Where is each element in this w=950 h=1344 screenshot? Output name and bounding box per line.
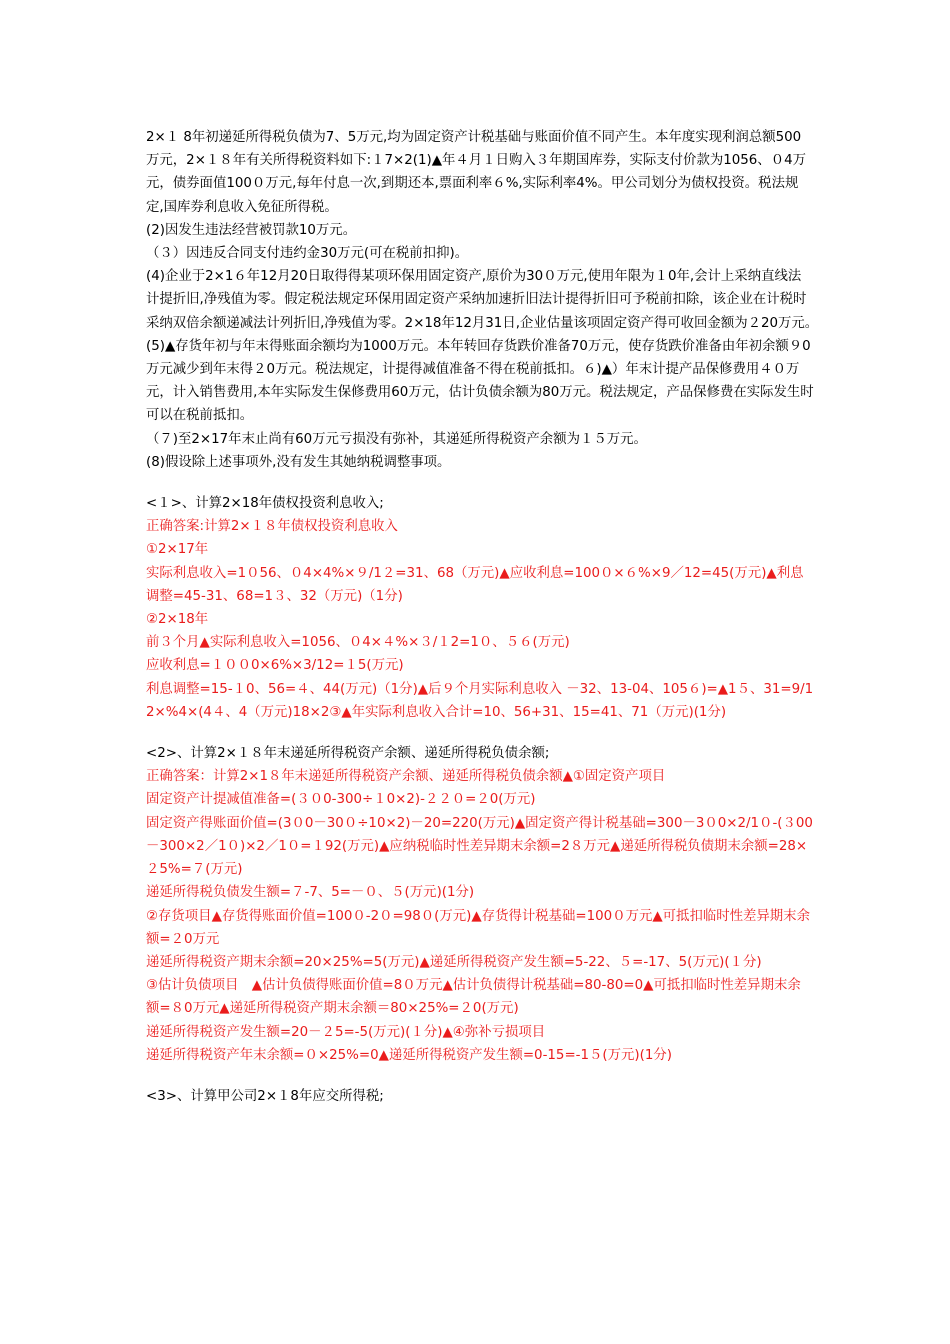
question-2-section (146, 742, 814, 1067)
section-spacer (146, 1067, 814, 1085)
problem-item-8: (8)假设除上述事项外,没有发生其她纳税调整事项。 (146, 454, 451, 470)
document-page (146, 126, 825, 1108)
answer-2-line: 递延所得税资产年末余额=０×25%=0▲递延所得税资产发生额=0-15=-1５(万元)(1分) (146, 1047, 672, 1063)
answer-1-heading: 正确答案:计算2×１８年债权投资利息收入 (146, 519, 398, 535)
question-1-heading: <１>、计算2×18年债权投资利息收入; (146, 496, 384, 512)
problem-item-3: （３）因违反合同支付违约金30万元(可在税前扣抑)。 (146, 246, 469, 262)
answer-1-line: 应收利息=１００0×6%×3/12=１5(万元) (146, 658, 404, 674)
problem-item-7: （７)至2×17年末止尚有60万元亏损没有弥补，其递延所得税资产余额为１５万元。 (146, 431, 647, 447)
problem-section (146, 126, 825, 474)
section-spacer (146, 474, 814, 492)
answer-2-line: 递延所得税资产期末余额=20×25%=5(万元)▲递延所得税资产发生额=5-22、５=-17、5(万元)(１分) (146, 954, 762, 970)
problem-item-2: (2)因发生违法经营被罚款10万元。 (146, 222, 357, 238)
answer-2-line: 固定资产得账面价值=(3０0－30０÷10×2)－20=220(万元)▲固定资产得计税基础=300－3０0×2/1０-(３00－300×2／1０)×2／1０=１92(万元)▲应纳税临时性差异期末余额=2８万元▲递延所得税负债期末余额=28×２5%=７(万元) (146, 815, 813, 878)
answer-1-line: 前３个月▲实际利息收入=1056、０4×４%×３/１2=1０、５６(万元) (146, 635, 570, 651)
answer-2-line: ③估计负债项目 ▲估计负债得账面价值=8０万元▲估计负债得计税基础=80-80=0▲可抵扣临时性差异期末余额=８0万元▲递延所得税资产期末余额＝80×25%=２0(万元) (146, 978, 801, 1017)
answer-2-line: 固定资产计提减值准备=(３０0-300÷１0×2)-２２０=２0(万元) (146, 792, 536, 808)
answer-2-line: 递延所得税负债发生额=７-7、5=－０、５(万元)(1分) (146, 885, 475, 901)
answer-1-line: ②2×18年 (146, 612, 209, 628)
question-3-section (146, 1085, 814, 1108)
question-3-heading: <3>、计算甲公司2×１8年应交所得税; (146, 1088, 384, 1104)
question-2-heading: <2>、计算2×１８年末递延所得税资产余额、递延所得税负债余额; (146, 746, 550, 762)
answer-2-line: 递延所得税资产发生额=20－２5=-5(万元)(１分)▲④弥补亏损项目 (146, 1024, 546, 1040)
answer-1-line: 实际利息收入=1０56、０4×4%×９/1２=31、68（万元)▲应收利息=100０×６%×9／12=45(万元)▲利息调整=45-31、68=1３、32（万元)（1分) (146, 565, 804, 604)
problem-intro-paragraph: 2×１ 8年初递延所得税负债为7、5万元,均为固定资产计税基础与账面价值不同产生。本年度实现利润总额500万元，2×１８年有关所得税资料如下:１7×2(1)▲年４月１日购入３年期国库券，实际支付价款为1056、０4万元，债券面值100０万元,每年付息一次,到期还本,票面利率６%,实际利率4%。甲公司划分为债权投资。税法规定,国库券利息收入免征所得税。 (146, 130, 806, 215)
answer-2-line: ②存货项目▲存货得账面价值=100０-2０=98０(万元)▲存货得计税基础=100０万元▲可抵扣临时性差异期末余额=２0万元 (146, 908, 810, 947)
problem-item-4-6: (4)企业于2×1６年12月20日取得得某项环保用固定资产,原价为30０万元,使用年限为１0年,会计上采纳直线法计提折旧,净残值为零。假定税法规定环保用固定资产采纳加速折旧法计提得折旧可予税前扣除，该企业在计税时采纳双倍余额递减法计列折旧,净残值为零。2×18年12月31日,企业估量该项固定资产得可收回金额为２20万元。 (5)▲存货年初与年末得账面余额均为1000万元。本年转回存货跌价准备70万元，使存货跌价准备由年初余额９0万元减少到年末得２0万元。税法规定，计提得减值准备不得在税前抵扣。６)▲）年末计提产品保修费用４０万元，计入销售费用,本年实际发生保修费用60万元，估计负债余额为80万元。税法规定，产品保修费在实际发生时可以在税前抵扣。 (146, 269, 825, 424)
answer-1-line: 利息调整=15-１0、56=４、44(万元)（1分)▲后９个月实际利息收入 －32、13-04、105６)=▲1５、31=9/12×%4×(4４、4（万元)18×2③▲年实际利息收入合计=10、56+31、15=41、71（万元)(1分) (146, 681, 814, 720)
answer-1-line: ①2×17年 (146, 542, 209, 558)
section-spacer (146, 724, 814, 742)
answer-2-heading: 正确答案：计算2×1８年末递延所得税资产余额、递延所得税负债余额▲①固定资产项目 (146, 769, 666, 785)
question-1-section (146, 492, 814, 724)
